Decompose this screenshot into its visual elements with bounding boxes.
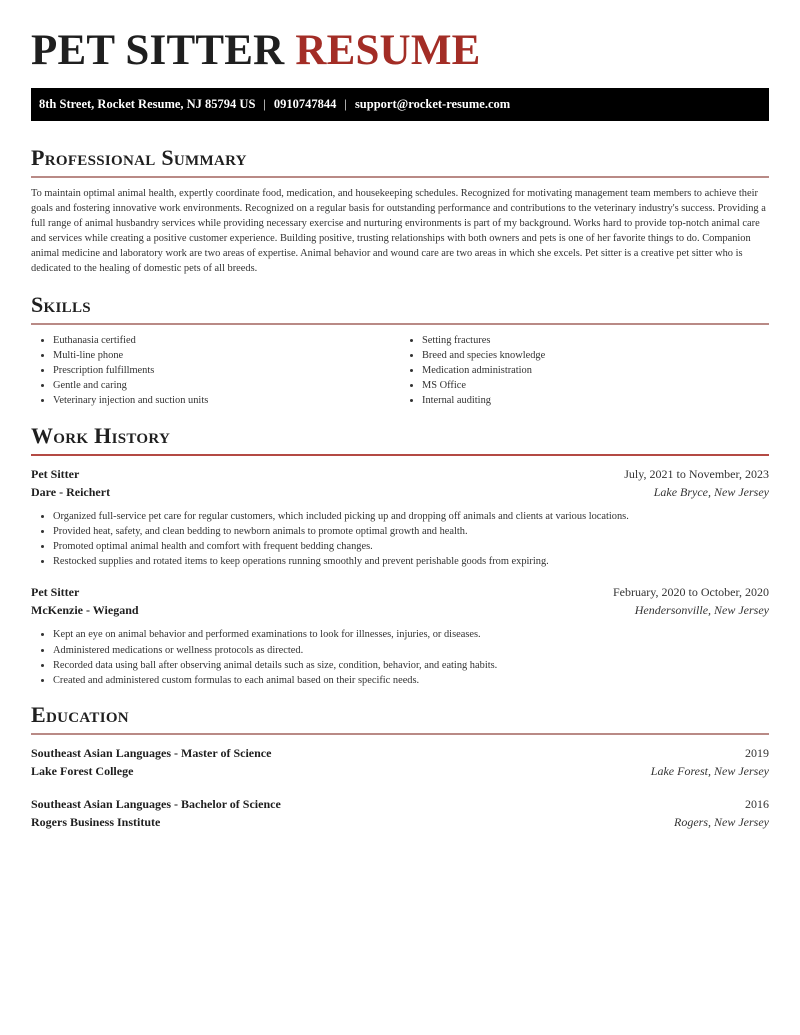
skill-item: • Medication administration <box>422 363 769 378</box>
education-entry <box>31 744 769 780</box>
job-title: Pet Sitter <box>31 467 80 482</box>
education-school: Rogers Business Institute <box>31 814 161 829</box>
section-divider <box>31 733 769 735</box>
education-year: 2016 <box>745 796 769 811</box>
summary-section <box>31 145 769 277</box>
job-bullets <box>31 627 769 687</box>
skill-item: • Internal auditing <box>422 393 769 408</box>
skill-item: • Prescription fulfillments <box>53 363 400 378</box>
job-dates: July, 2021 to November, 2023 <box>624 467 769 482</box>
summary-heading: Professional Summary <box>31 145 247 170</box>
job-entry <box>31 583 769 687</box>
skill-item: • Gentle and caring <box>53 378 400 393</box>
education-location: Rogers, New Jersey <box>674 814 769 829</box>
job-dates: February, 2020 to October, 2020 <box>612 585 769 600</box>
job-bullet: • Created and administered custom formulas to each animal based on their specific needs. <box>53 673 769 688</box>
skills-section <box>31 292 769 408</box>
job-company: Dare - Reichert <box>31 485 111 500</box>
education-degree: Southeast Asian Languages - Bachelor of Science <box>31 796 281 811</box>
education-degree: Southeast Asian Languages - Master of Science <box>31 745 272 760</box>
skills-list-right <box>400 333 769 408</box>
section-divider <box>31 176 769 178</box>
job-location: Lake Bryce, New Jersey <box>653 485 769 500</box>
skill-item: • Multi-line phone <box>53 348 400 363</box>
resume-title <box>31 0 769 75</box>
job-location: Hendersonville, New Jersey <box>634 603 769 618</box>
work-section <box>31 423 769 688</box>
job-entry <box>31 465 769 569</box>
contact-bar <box>31 88 769 121</box>
skill-item: • Setting fractures <box>422 333 769 348</box>
skill-item: • Euthanasia certified <box>53 333 400 348</box>
education-location: Lake Forest, New Jersey <box>650 763 769 778</box>
work-heading: Work History <box>31 423 171 449</box>
education-school: Lake Forest College <box>31 763 134 778</box>
education-year: 2019 <box>745 745 769 760</box>
skill-item: • Breed and species knowledge <box>422 348 769 363</box>
job-bullet: • Restocked supplies and rotated items to keep operations running smoothly and prevent perishable goods from expiring. <box>53 554 769 569</box>
job-company: McKenzie - Wiegand <box>31 603 139 618</box>
job-bullets <box>31 509 769 569</box>
job-bullet: • Administered medications or wellness protocols as directed. <box>53 643 769 658</box>
skill-item: • MS Office <box>422 378 769 393</box>
contact-separator: | <box>263 97 266 111</box>
job-bullet: • Organized full-service pet care for regular customers, which included picking up and dropping off animals and clients at various locations. <box>53 509 769 524</box>
skills-list-left <box>31 333 400 408</box>
contact-phone: 0910747844 <box>273 97 337 111</box>
contact-separator: | <box>344 97 347 111</box>
contact-email[interactable]: support@rocket-resume.com <box>354 97 511 111</box>
skills-heading: Skills <box>31 291 91 317</box>
title-main: PET SITTER <box>31 27 285 74</box>
skills-columns <box>31 333 769 408</box>
title-accent: RESUME <box>295 27 481 74</box>
education-heading: Education <box>31 701 129 727</box>
job-bullet: • Recorded data using ball after observing animal details such as size, condition, behavior, and eating habits. <box>53 658 769 673</box>
job-bullet: • Kept an eye on animal behavior and performed examinations to look for illnesses, injuries, or diseases. <box>53 627 769 642</box>
contact-address: 8th Street, Rocket Resume, NJ 85794 US <box>39 97 256 111</box>
section-divider <box>31 323 769 325</box>
job-title: Pet Sitter <box>31 585 80 600</box>
skill-item: • Veterinary injection and suction units <box>53 393 400 408</box>
job-bullet: • Promoted optimal animal health and comfort with frequent bedding changes. <box>53 539 769 554</box>
job-bullet: • Provided heat, safety, and clean bedding to newborn animals to promote optimal growth and health. <box>53 524 769 539</box>
education-section <box>31 702 769 831</box>
summary-text: To maintain optimal animal health, expertly coordinate food, medication, and housekeeping schedules. Recognized for motivating management team members to achieve their goals and fostering innovative work environments. Recognized on a regular basis for outstanding performance and contributions to the veterinary industry's success. Providing a full range of animal husbandry services while providing necessary exercise and nurturing environments is part of my background. Works hard to provide top-notch animal care and services while creating a positive customer experience. Building positive, trusting relationships with both owners and pets is one of her favorite things to do. Companion animal medicine and laboratory work are two areas of expertise. Animal behavior and wound care are two areas in which she excels. Pet sitter is a creative pet sitter who is dedicated to the healing of domestic pets of all breeds. <box>31 188 766 275</box>
education-entry <box>31 795 769 831</box>
section-divider <box>31 454 769 456</box>
